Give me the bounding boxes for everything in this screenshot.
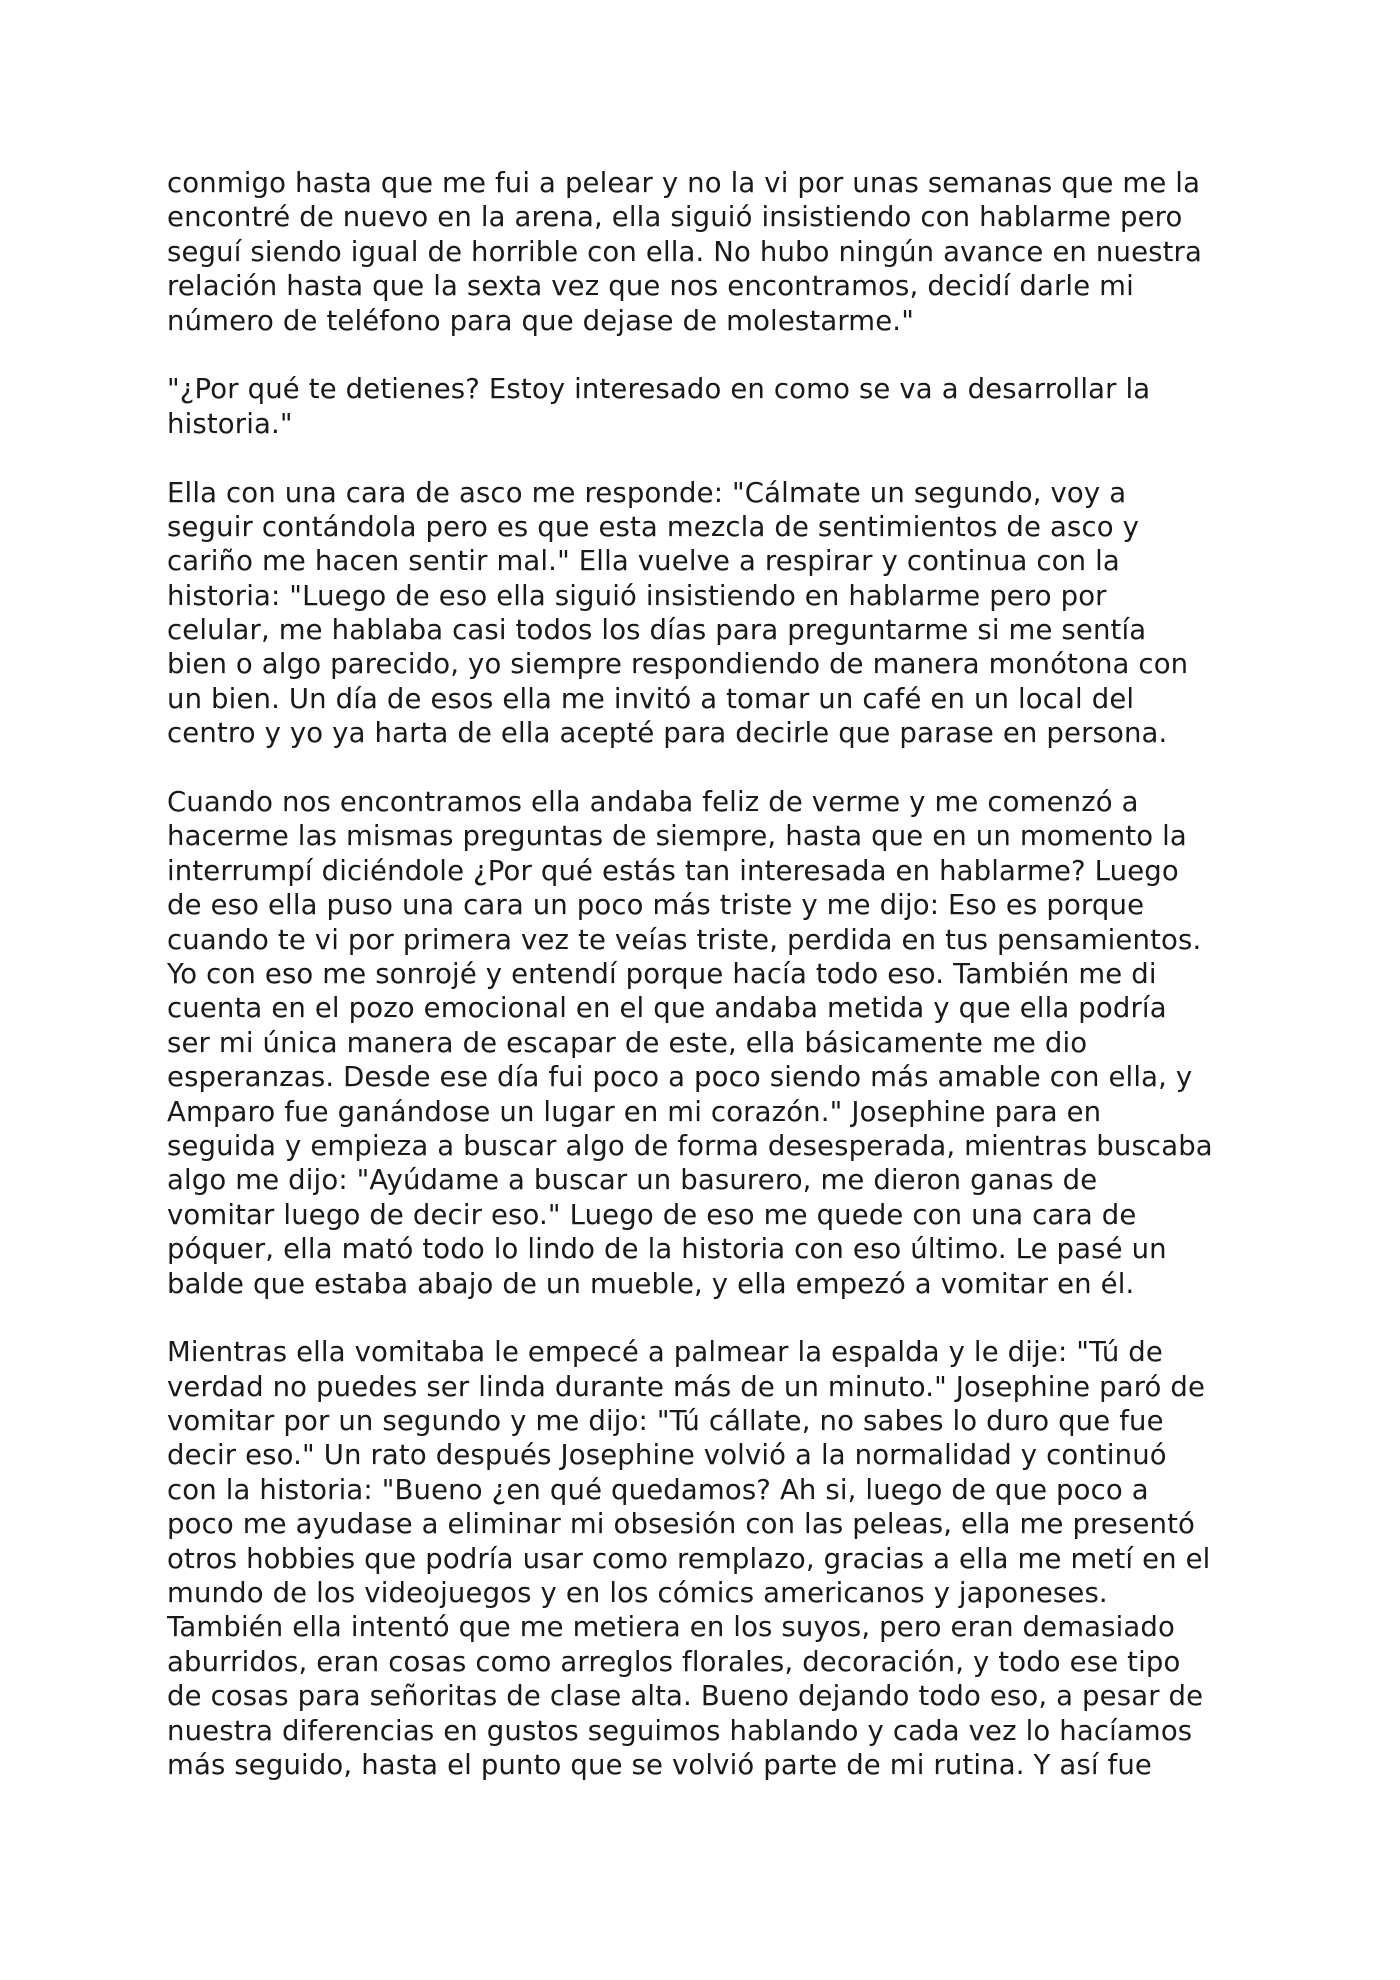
text-line: Amparo fue ganándose un lugar en mi corazón." Josephine para en bbox=[167, 1095, 1102, 1128]
text-line: de cosas para señoritas de clase alta. Bueno dejando todo eso, a pesar de bbox=[167, 1680, 1204, 1713]
text-line: algo me dijo: "Ayúdame a buscar un basurero, me dieron ganas de bbox=[167, 1164, 1098, 1197]
text-line: cuando te vi por primera vez te veías triste, perdida en tus pensamientos. bbox=[167, 923, 1202, 956]
text-line: balde que estaba abajo de un mueble, y ella empezó a vomitar en él. bbox=[167, 1267, 1135, 1300]
paragraph-1 bbox=[167, 166, 1247, 338]
text-line: seguí siendo igual de horrible con ella. No hubo ningún avance en nuestra bbox=[167, 235, 1203, 268]
text-line: Yo con eso me sonrojé y entendí porque hacía todo eso. También me di bbox=[167, 957, 1157, 990]
text-line: conmigo hasta que me fui a pelear y no la vi por unas semanas que me la bbox=[167, 167, 1201, 199]
text-line: verdad no puedes ser linda durante más de un minuto." Josephine paró de bbox=[167, 1370, 1206, 1403]
text-line: esperanzas. Desde ese día fui poco a poco siendo más amable con ella, y bbox=[167, 1061, 1193, 1094]
text-line: con la historia: "Bueno ¿en qué quedamos? Ah si, luego de que poco a bbox=[167, 1473, 1149, 1506]
text-line: hacerme las mismas preguntas de siempre, hasta que en un momento la bbox=[167, 820, 1187, 853]
text-line: más seguido, hasta el punto que se volvió parte de mi rutina. Y así fue bbox=[167, 1748, 1152, 1781]
text-line: un bien. Un día de esos ella me invitó a tomar un café en un local del bbox=[167, 682, 1135, 715]
text-line: "¿Por qué te detienes? Estoy interesado en como se va a desarrollar la bbox=[167, 373, 1151, 406]
text-line: ser mi única manera de escapar de este, ella básicamente me dio bbox=[167, 1026, 1088, 1059]
text-line: relación hasta que la sexta vez que nos encontramos, decidí darle mi bbox=[167, 270, 1134, 303]
text-line: centro y yo ya harta de ella acepté para decirle que parase en persona. bbox=[167, 717, 1168, 750]
text-line: historia: "Luego de eso ella siguió insistiendo en hablarme pero por bbox=[167, 579, 1107, 612]
text-line: aburridos, eran cosas como arreglos florales, decoración, y todo ese tipo bbox=[167, 1645, 1181, 1678]
text-line: vomitar por un segundo y me dijo: "Tú cállate, no sabes lo duro que fue bbox=[167, 1405, 1164, 1438]
text-line: poco me ayudase a eliminar mi obsesión con las peleas, ella me presentó bbox=[167, 1508, 1196, 1541]
text-line: seguida y empieza a buscar algo de forma desesperada, mientras buscaba bbox=[167, 1129, 1213, 1162]
document-body bbox=[167, 166, 1247, 1782]
text-line: mundo de los videojuegos y en los cómics americanos y japoneses. bbox=[167, 1577, 1108, 1610]
paragraph-2 bbox=[167, 372, 1247, 441]
text-line: número de teléfono para que dejase de molestarme." bbox=[167, 304, 914, 337]
text-line: bien o algo parecido, yo siempre respondiendo de manera monótona con bbox=[167, 648, 1189, 681]
text-line: cariño me hacen sentir mal." Ella vuelve a respirar y continua con la bbox=[167, 545, 1120, 578]
text-line: Cuando nos encontramos ella andaba feliz de verme y me comenzó a bbox=[167, 786, 1139, 819]
text-line: historia." bbox=[167, 407, 293, 440]
paragraph-3 bbox=[167, 476, 1247, 751]
text-line: Ella con una cara de asco me responde: "Cálmate un segundo, voy a bbox=[167, 476, 1127, 509]
paragraph-4 bbox=[167, 785, 1247, 1301]
text-line: de eso ella puso una cara un poco más triste y me dijo: Eso es porque bbox=[167, 889, 1145, 922]
text-line: cuenta en el pozo emocional en el que andaba metida y que ella podría bbox=[167, 992, 1167, 1025]
paragraph-5 bbox=[167, 1335, 1247, 1782]
text-line: póquer, ella mató todo lo lindo de la historia con eso último. Le pasé un bbox=[167, 1233, 1167, 1266]
text-line: otros hobbies que podría usar como remplazo, gracias a ella me metí en el bbox=[167, 1542, 1211, 1575]
text-line: encontré de nuevo en la arena, ella siguió insistiendo con hablarme pero bbox=[167, 201, 1183, 234]
text-line: decir eso." Un rato después Josephine volvió a la normalidad y continuó bbox=[167, 1439, 1167, 1472]
text-line: vomitar luego de decir eso." Luego de eso me quede con una cara de bbox=[167, 1198, 1137, 1231]
text-line: Mientras ella vomitaba le empecé a palmear la espalda y le dije: "Tú de bbox=[167, 1336, 1163, 1369]
text-line: celular, me hablaba casi todos los días para preguntarme si me sentía bbox=[167, 614, 1147, 647]
text-line: También ella intentó que me metiera en los suyos, pero eran demasiado bbox=[167, 1611, 1176, 1644]
text-line: interrumpí diciéndole ¿Por qué estás tan interesada en hablarme? Luego bbox=[167, 854, 1179, 887]
text-line: nuestra diferencias en gustos seguimos hablando y cada vez lo hacíamos bbox=[167, 1714, 1193, 1747]
text-line: seguir contándola pero es que esta mezcla de sentimientos de asco y bbox=[167, 510, 1140, 543]
